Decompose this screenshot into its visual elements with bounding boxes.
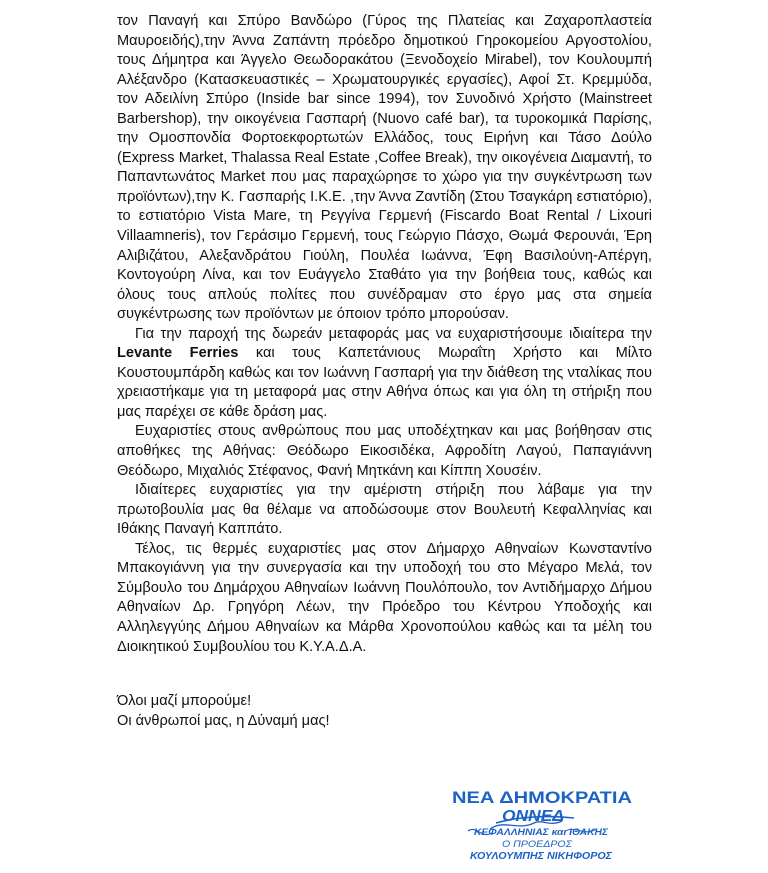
stamp-role: Ο ΠΡΟΕΔΡΟΣ [502, 839, 573, 849]
closing-line-2: Οι άνθρωποί μας, η Δύναμή μας! [117, 713, 330, 729]
paragraph-text: τον Παναγή και Σπύρο Βανδώρο (Γύρος της Πλατείας και Ζαχαροπλαστεία Μαυροειδής),την Άννα Ζαπάντη πρόεδρο δημοτικού Γηροκομείου Αργοστολίου, τους Δήμητρα και Άγγελο Θεωδορακάτου (Ξενοδοχείο Mirabel), τον Κουλουμπή Αλέξανδρο (Κατασκευαστικές – Χρωματουργικές εργασίες), Αφοί Στ. Κρεμμύδα, τον Αδειλίνη Σπύρο (Inside bar since 1994), τον Συνοδινό Χρήστο (Mainstreet Barbershop), την οικογένεια Γασπαρή (Nuovo café bar), τα τυροκομικά Παρίσης, την Ομοσπονδία Φορτοεκφορτωτών Ελλάδος, τους Ειρήνη και Τάσο Δούλο (Express Market, Thalassa Real Estate ,Coffee Break), την οικογένεια Διαμαντή, το Παπαντωνάτος Market που μας παραχώρησε το χώρο για την συγκέντρωση των προϊόντων),την Κ. Γασπαρής Ι.Κ.Ε. ,την Άννα Ζαντίδη (Στου Τσαγκάρη εστιατόριο), το εστιατόριο Vista Mare, τη Ρεγγίνα Γερμενή (Fiscardo Boat Rental / Lixouri Villaamneris), τον Γεράσιμο Γερμενή, τους Γεώργιο Πάσχο, Θωμά Φερουνάι, Έρη Αλιβιζάτου, Αλεξανδράτου Γιούλη, Πουλέα Ιωάννα, Έφη Βασιλούνη-Απέργη, Κοντογούρη Λίνα, και τον Ευάγγελο Σταθάτο για την βοήθεια τους, καθώς και όλους τους απλούς πολίτες που συνέδραμαν στο έργο μας στα σημεία συγκέντρωσης των προϊόντων με όποιον τρόπο μπορούσαν. [117, 13, 652, 323]
paragraph-transport [117, 325, 652, 423]
stamp-graphic [446, 785, 642, 865]
stamp-person: ΚΟΥΛΟΥΜΠΗΣ ΝΙΚΗΦΟΡΟΣ [470, 851, 614, 862]
paragraph-mayor [117, 540, 652, 657]
paragraph-mp-support [117, 481, 652, 540]
company-name-bold: Levante Ferries [117, 345, 239, 362]
paragraph-text: και τους Καπετάνιους Μωραΐτη Χρήστο και Μίλτο Κουστουμπάρδη καθώς και τον Ιωάννη Γασπαρή για την διάθεση της νταλίκας που χρειαστήκαμε για τη μεταφορά μας στην Αθήνα όπως και για όλη τη στήριξη που μας παρέχει σε κάθε δράση μας. [117, 345, 653, 420]
stamp-party-name: ΝΕΑ ΔΗΜΟΚΡΑΤΙΑ [452, 788, 632, 807]
letter-body [117, 12, 652, 657]
paragraph-warehouses [117, 422, 652, 481]
stamp-organization: ΟΝΝΕΔ [502, 808, 565, 825]
closing-line-1: Όλοι μαζί μπορούμε! [117, 693, 252, 709]
paragraph-text: Ιδιαίτερες ευχαριστίες για την αμέριστη στήριξη που λάβαμε για την πρωτοβουλία μας θα θέλαμε να αποδώσουμε στον Βουλευτή Κεφαλληνίας και Ιθάκης Παναγή Καππάτο. [117, 482, 652, 538]
paragraph-sponsors [117, 12, 652, 325]
paragraph-text: Ευχαριστίες στους ανθρώπους που μας υποδέχτηκαν και μας βοήθησαν στις αποθήκες της Αθήνας: Θεόδωρο Εικοσιδέκα, Αφροδίτη Λαγού, Παπαγιάννη Θεόδωρο, Μιχαλιός Στέφανος, Φανή Μητκάνη και Κίππη Χουσέιν. [117, 423, 652, 479]
paragraph-text: Για την παροχή της δωρεάν μεταφοράς μας να ευχαριστήσουμε ιδιαίτερα την [135, 325, 652, 342]
stamp-region: ΚΕΦΑΛΛΗΝΙΑΣ και ΙΘΑΚΗΣ [474, 827, 609, 837]
official-stamp [446, 785, 642, 865]
closing-slogan [117, 691, 330, 731]
paragraph-text: Τέλος, τις θερμές ευχαριστίες μας στον Δήμαρχο Αθηναίων Κωνσταντίνο Μπακογιάννη για την συνεργασία και την υποδοχή του στο Μέγαρο Μελά, τον Σύμβουλο του Δημάρχου Αθηναίων Ιωάννη Πουλόπουλο, τον Αντιδήμαρχο Δήμου Αθηναίων Δρ. Γρηγόρη Λέων, την Πρόεδρο του Κέντρου Υποδοχής και Αλληλεγγύης Δήμου Αθηναίων κα Μάρθα Χρονοπούλου καθώς και τα μέλη του Διοικητικού Συμβουλίου του Κ.Υ.Α.Δ.Α. [117, 540, 652, 655]
